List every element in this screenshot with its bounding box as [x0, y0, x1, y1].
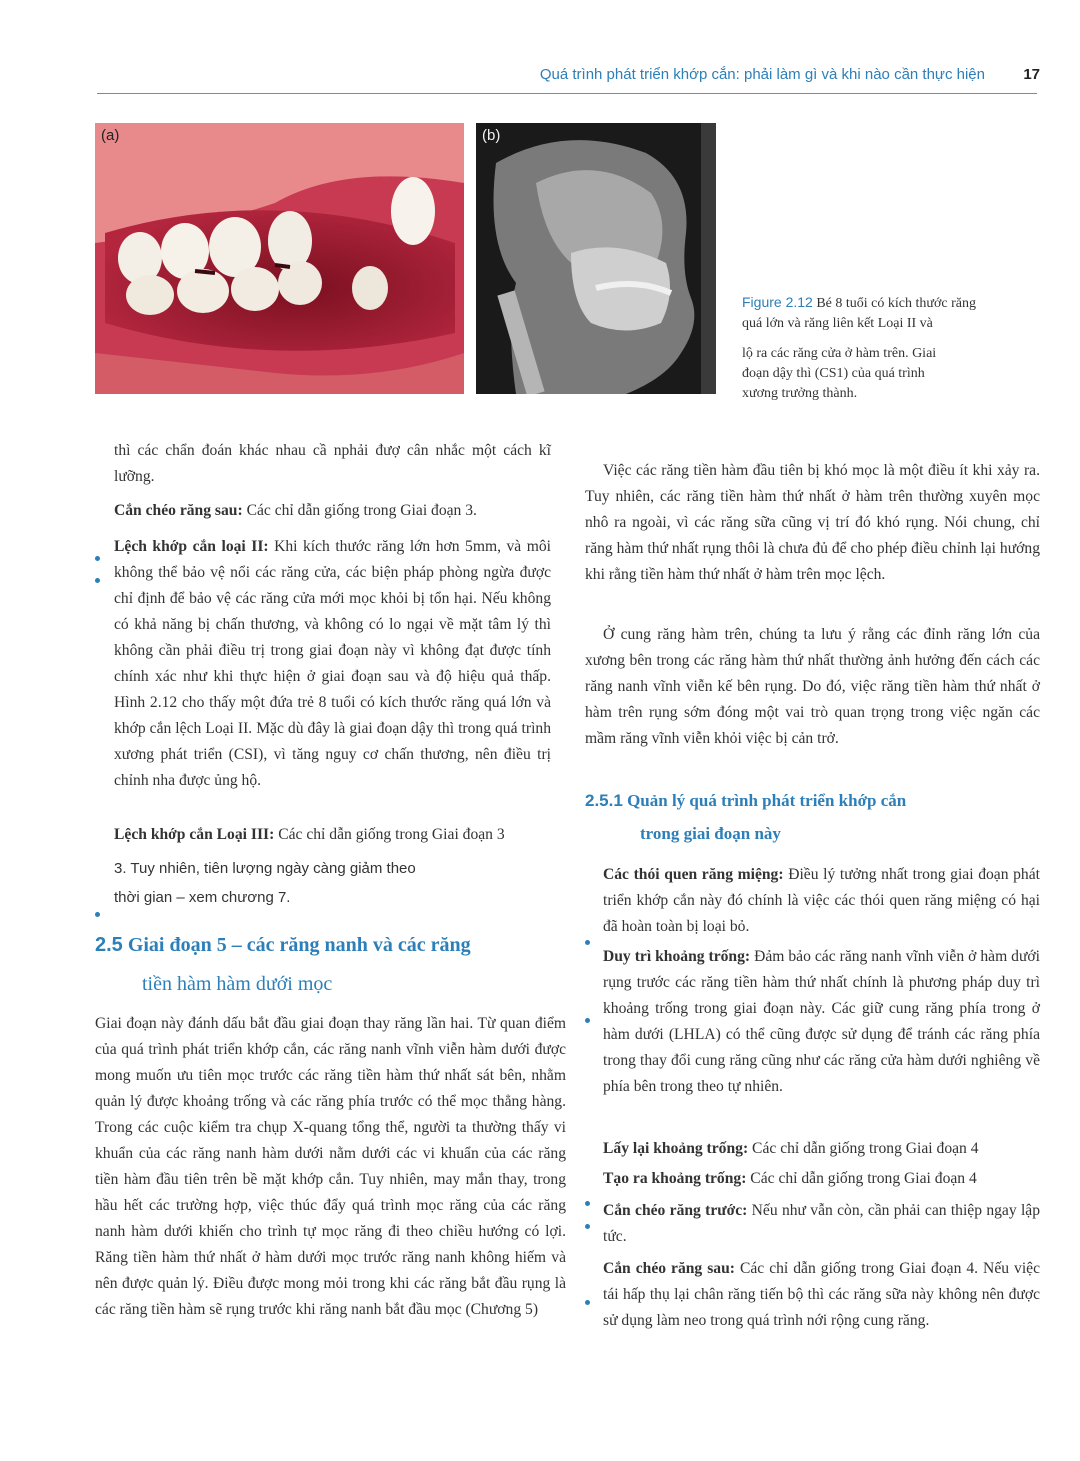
margin-bullet — [585, 1201, 590, 1206]
subsection-title-line-1: Quản lý quá trình phát triển khớp cắn — [627, 791, 907, 810]
section-title-line-2: tiền hàm hàm dưới mọc — [142, 973, 333, 995]
caption-line-2: quá lớn và răng liên kết Loại II và — [742, 316, 933, 331]
section-title-line-1: Giai đoạn 5 – các răng nanh và các răng — [127, 934, 471, 956]
right-habits: Các thói quen răng miệng: Điều lý tưởng nhất trong giai đoạn phát triển khớp cắn này đó chính là việc các thói quen răng miệng có hại đã hoàn toàn bị loại bỏ. — [603, 866, 1040, 935]
class2-label: Lệch khớp cắn loại II: — [114, 538, 269, 555]
anterior-crossbite-label: Cắn chéo răng trước: — [603, 1202, 748, 1219]
figure-label: Figure 2.12 — [742, 294, 813, 310]
running-title: Quá trình phát triển khớp cắn: phải làm gì và khi nào cần thực hiện — [539, 66, 985, 83]
right-para-2: Ở cung răng hàm trên, chúng ta lưu ý rằng các đỉnh răng lớn của xương bên trong các răng hàm thứ nhất thường ảnh hưởng đến cách các răng nanh vĩnh viễn kế bên rụng. Do đó, việc răng tiền hàm thứ nhất ở hàm trên rụng sớm đóng một vai trò quan trọng trong việc ngăn các mầm răng vĩnh viễn khỏi việc bị cản trở. — [585, 626, 1040, 747]
habits-label: Các thói quen răng miệng: — [603, 866, 784, 883]
right-space-maintenance: Duy trì khoảng trống: Đảm bảo các răng nanh vĩnh viễn ở hàm dưới rụng trước các răng tiền hàm thứ nhất chính là phương pháp duy trì khoảng trống trong giai đoạn này. Các giữ cung răng phía trong ở hàm dưới (LHLA) có thể cũng được sử dụng để tránh các răng phía trong thay đổi cung răng cũng như các răng cửa hàm dưới nghiêng về phía bên trong theo tự nhiên. — [603, 948, 1041, 1095]
left-class3: Lệch khớp cắn Loại III: Các chỉ dẫn giống trong Giai đoạn 3 — [114, 826, 505, 843]
subsection-title-line-2: trong giai đoạn này — [640, 824, 781, 843]
regain-label: Lấy lại khoảng trống: — [603, 1140, 749, 1157]
right-anterior-crossbite: Cắn chéo răng trước: Nếu như vẫn còn, cần phải can thiệp ngay lập tức. — [603, 1202, 1040, 1245]
caption-line-1: Bé 8 tuổi có kích thước răng — [816, 296, 976, 311]
section-2-5-heading — [95, 931, 471, 959]
margin-bullet — [585, 940, 590, 945]
xray-drawing — [476, 123, 716, 394]
left-class2: Lệch khớp cắn loại II: Khi kích thước răng lớn hơn 5mm, và môi không thể bảo vệ nổi các răng cửa, các biện pháp phòng ngừa được chỉ định để bảo vệ các răng cửa mới mọc khỏi bị tổn hại. Nếu không có khả năng bị chấn thương, và không có lo ngại về mặt tâm lý thì không cần phải điều trị trong giai đoạn này vì không đạt được tính chính xác như khi thực hiện ở giai đoạn sau và độ hiệu quả thấp. Hình 2.12 cho thấy một đứa trẻ 8 tuổi có kích thước răng quá lớn và khớp cắn lệch Loại II. Mặc dù đây là giai đoạn dậy thì trong quá trình xương phát triển (CSI), vì tăng nguy cơ chấn thương, nên điều trị chỉnh nha được ủng hộ. — [114, 538, 551, 789]
left-class3-cont: 3. Tuy nhiên, tiên lượng ngày càng giảm theo thời gian – xem chương 7. — [114, 860, 416, 906]
subsection-2-5-1-heading — [585, 788, 906, 814]
margin-bullet — [95, 578, 100, 583]
xray-image — [476, 123, 716, 394]
caption-line-4: đoạn dậy thì (CS1) của quá trình — [742, 366, 925, 381]
crossbite-label: Cắn chéo răng sau: — [114, 502, 243, 519]
create-label: Tạo ra khoảng trống: — [603, 1170, 747, 1187]
panel-b-label: (b) — [482, 127, 501, 144]
page-number: 17 — [1023, 66, 1040, 83]
margin-bullet — [95, 556, 100, 561]
right-create: Tạo ra khoảng trống: Các chỉ dẫn giống trong Giai đoạn 4 — [603, 1170, 977, 1187]
posterior-crossbite-label: Cắn chéo răng sau: — [603, 1260, 735, 1277]
subsection-number: 2.5.1 — [585, 791, 623, 810]
left-para-1: thì các chẩn đoán khác nhau cầ nphải đượ cân nhắc một cách kĩ lưỡng. — [114, 442, 551, 485]
right-posterior-crossbite: Cắn chéo răng sau: Các chỉ dẫn giống trong Giai đoạn 4. Nếu việc tái hấp thụ lại chân răng tiến bộ thì các răng sữa này không nên được sử dụng làm neo trong quá trình nới rộng cung răng. — [603, 1260, 1041, 1329]
left-stage5-para: Giai đoạn này đánh dấu bắt đầu giai đoạn thay răng lần hai. Từ quan điểm của quá trình phát triển khớp cắn, các răng nanh vĩnh viễn hàm dưới được mong muốn ưu tiên mọc trước các răng tiền hàm thứ nhất sát bên, nhằm quản lý được khoảng trống và các răng phía trước có thể mọc thẳng hàng. Trong các cuộc kiểm tra chụp X-quang tổng thể, người ta thường thấy vi khuẩn của các răng nanh hàm dưới nằm dưới các vi khuẩn của các răng tiền hàm đầu tiên trên bề mặt khớp cắn. Tuy nhiên, may mắn thay, trong hầu hết các trường hợp, việc thúc đẩy quá trình mọc răng của các răng nanh hàm dưới khiến cho trình tự mọc răng đi theo chiều hướng có lợi. Răng tiền hàm thứ nhất ở hàm dưới mọc trước răng nanh không hiếm và nên được quản lý. Điều được mong mỏi trong khi các răng bắt đầu rụng là các răng tiền hàm sẽ rụng trước khi răng nanh bắt đầu mọc (Chương 5) — [95, 1015, 566, 1318]
right-regain: Lấy lại khoảng trống: Các chỉ dẫn giống trong Giai đoạn 4 — [603, 1140, 979, 1157]
right-para-1: Việc các răng tiền hàm đầu tiên bị khó mọc là một điều ít khi xảy ra. Tuy nhiên, các răng tiền hàm thứ nhất ở hàm trên thường xuyên mọc nhô ra ngoài, vì các răng sữa cũng vị trí đó khó rụng. Nói chung, chỉ răng hàm thứ nhất rụng thôi là chưa đủ để cho phép điều chỉnh lại hướng khi rằng tiền hàm thứ nhất ở hàm trên mọc lệch. — [585, 462, 1040, 583]
margin-bullet — [585, 1300, 590, 1305]
margin-bullet — [585, 1018, 590, 1023]
class3-label: Lệch khớp cắn Loại III: — [114, 826, 275, 843]
caption-line-5: xương trưởng thành. — [742, 386, 858, 401]
intraoral-photo-drawing — [95, 123, 464, 394]
section-number: 2.5 — [95, 934, 123, 956]
panel-a-label: (a) — [101, 127, 120, 144]
left-crossbite: Cắn chéo răng sau: Các chỉ dẫn giống trong Giai đoạn 3. — [114, 502, 477, 519]
caption-line-3: lộ ra các răng cửa ở hàm trên. Giai — [742, 346, 937, 361]
header-rule — [97, 93, 1037, 94]
intraoral-photo — [95, 123, 464, 394]
margin-bullet — [95, 912, 100, 917]
margin-bullet — [585, 1224, 590, 1229]
space-label: Duy trì khoảng trống: — [603, 948, 751, 965]
figure-caption — [742, 292, 1022, 404]
